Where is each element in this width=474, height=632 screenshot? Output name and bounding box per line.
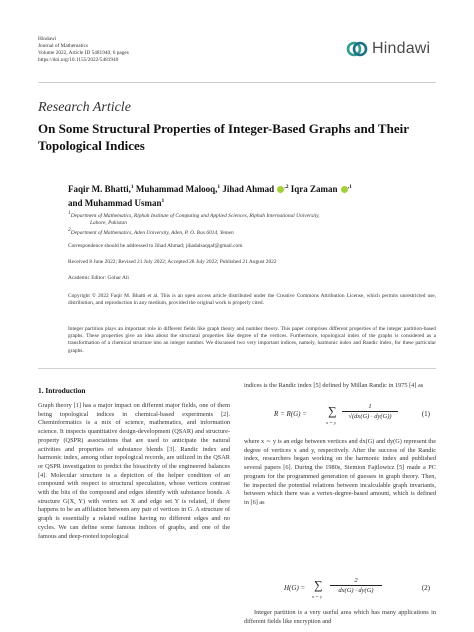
affiliation-2: $^2$Department of Mathematics, Aden University, Aden, P. O. Box 6014, Yemen [68, 227, 234, 236]
paragraph: indices is the Randic index [5] defined by Millan Randic in 1975 [4] as [244, 382, 424, 389]
affiliation-number: 2 [68, 227, 71, 233]
abstract-divider [38, 368, 436, 369]
paragraph: Integer partition is a very useful area which has many applications in different fields like encryption and [244, 609, 436, 625]
summation-symbol: ∑ [314, 578, 323, 592]
correspondence: Correspondence should be addressed to Jihad Ahmad; jihadalsaqqaf@gmail.com [68, 243, 243, 249]
affiliation-marker: ,1 [347, 184, 352, 190]
section-heading: 1. Introduction [38, 386, 86, 395]
paper-title: On Some Structural Properties of Integer-Based Graphs and Their Topological Indices [38, 121, 409, 153]
hindawi-logo-icon [346, 38, 368, 60]
affiliation-number: 1 [68, 210, 71, 216]
journal-info [38, 36, 129, 64]
orcid-icon[interactable] [341, 186, 348, 193]
copyright-notice: Copyright © 2022 Faqir M. Bhatti et al. This is an open access article distributed under the Creative Commons Attribution License, which permits unrestricted use, distribution, and reproduction in any medium, provided the original work is properly cited. [68, 293, 436, 306]
journal-name: Journal of Mathematics [38, 43, 89, 49]
author-name[interactable]: Iqra Zaman [288, 184, 338, 194]
summation-subscript: x ∼ y [312, 594, 323, 599]
affiliation-marker: ,2 [284, 184, 289, 190]
equation-fraction [342, 403, 398, 420]
equation-harmonic [244, 576, 436, 598]
fraction-denominator: √(dx(G) · dy(G)) [348, 413, 392, 420]
left-column-text [38, 402, 230, 541]
affiliation-marker: 1 [217, 184, 221, 190]
fraction-numerator: 2 [330, 577, 382, 586]
publisher-line: Hindawi [38, 36, 57, 42]
abstract: Integer partition plays an important role in different fields like graph theory and number theory. This paper comprises different properties of the integer partition-based graphs. These properties give an idea about the structural properties like degree of the vertices. Furthermore, topological index of the graphs is considered as a transformation of a chemical structure into an integer number. We discussed two very important indices, namely, harmonic index and Randic index, for these particular graphs. [68, 326, 436, 354]
logo-text: Hindawi [372, 40, 431, 57]
hindawi-logo [346, 38, 430, 60]
author-name[interactable]: Muhammad Malooq, [133, 184, 218, 194]
volume-line: Volume 2022, Article ID 5481940, 6 pages [38, 50, 129, 56]
affiliation-1: $^1$Department of Mathematics, Riphah Institute of Computing and Applied Sciences, Riphah International University, Lahore, Pakistan [68, 210, 320, 226]
right-column-middle [244, 438, 436, 508]
author-name[interactable]: and Muhammad Usman [68, 198, 162, 208]
affiliation-marker: 1 [161, 198, 165, 204]
author-name[interactable]: Faqir M. Bhatti, [68, 184, 131, 194]
fraction-denominator: dx(G) · dy(G) [338, 587, 374, 594]
summation-subscript: x ∼ y [326, 420, 337, 425]
right-column-intro [244, 382, 436, 391]
affiliation-marker: 1 [130, 184, 134, 190]
equation-lhs: R = R(G) = [274, 410, 307, 418]
author-name[interactable]: Jihad Ahmad [220, 184, 275, 194]
dates: Received 8 June 2022; Revised 21 July 2022; Accepted 28 July 2022; Published 21 August 2022 [68, 259, 277, 265]
equation-number: (2) [421, 584, 430, 592]
doi-link[interactable]: https://doi.org/10.1155/2022/5481940 [38, 57, 119, 63]
summation-symbol: ∑ [328, 404, 337, 418]
equation-fraction [330, 577, 382, 594]
author-list [68, 181, 428, 209]
header-divider [38, 82, 436, 83]
equation-number: (1) [421, 410, 430, 418]
equation-lhs: H(G) = [284, 584, 306, 592]
fraction-numerator: 1 [342, 403, 398, 412]
right-column-end [244, 609, 436, 626]
academic-editor: Academic Editor: Gohar Ali [68, 275, 129, 281]
paragraph: Graph theory [1] has a major impact on different major fields, one of them being topological indices in chemical-based experiments [2]. Cheminformatics is a mix of science, mathematics, and information science. It inspects quantitative design-development (QSAR) and structure-property (QSPR) associations that are used to anticipate the natural activities and properties of substance blends [3]. Randic index and harmonic index, among other topological records, are utilized in the QSAR or QSPR investigation to predict the bioactivity of the engineered balances [4]. Molecular structure is a depiction of the helper condition of an compound with respect to structural speculation, whose vertices contrast with the bits of the compound and edges identify with substance bonds. A structure G(X, Y) with vertex set X and edge set Y is related, if there happens to be an affiliation between any pair of vertices in G. A structure of graph is essentially a related outline having no different edges and no cycles. We can define some famous indices of graphs, and one of the famous and deep-rooted topological [38, 402, 230, 540]
paragraph: where x ∼ y is an edge between vertices and dx(G) and dy(G) represent the degree of vertices x and y, respectively. After the success of the Randic index, researchers began working on the harmonic index and published several papers [6]. During the 1980s, Siemion Fajtlowicz [5] made a PC program for the programmed generation of guesses in graph theory. Then, he inspected the potential relations between incalculable graph invariants, between which there was a vertex-degree-based amount, which is defined in [6] as [244, 438, 436, 506]
equation-randic [244, 402, 436, 424]
article-type: Research Article [38, 100, 131, 115]
